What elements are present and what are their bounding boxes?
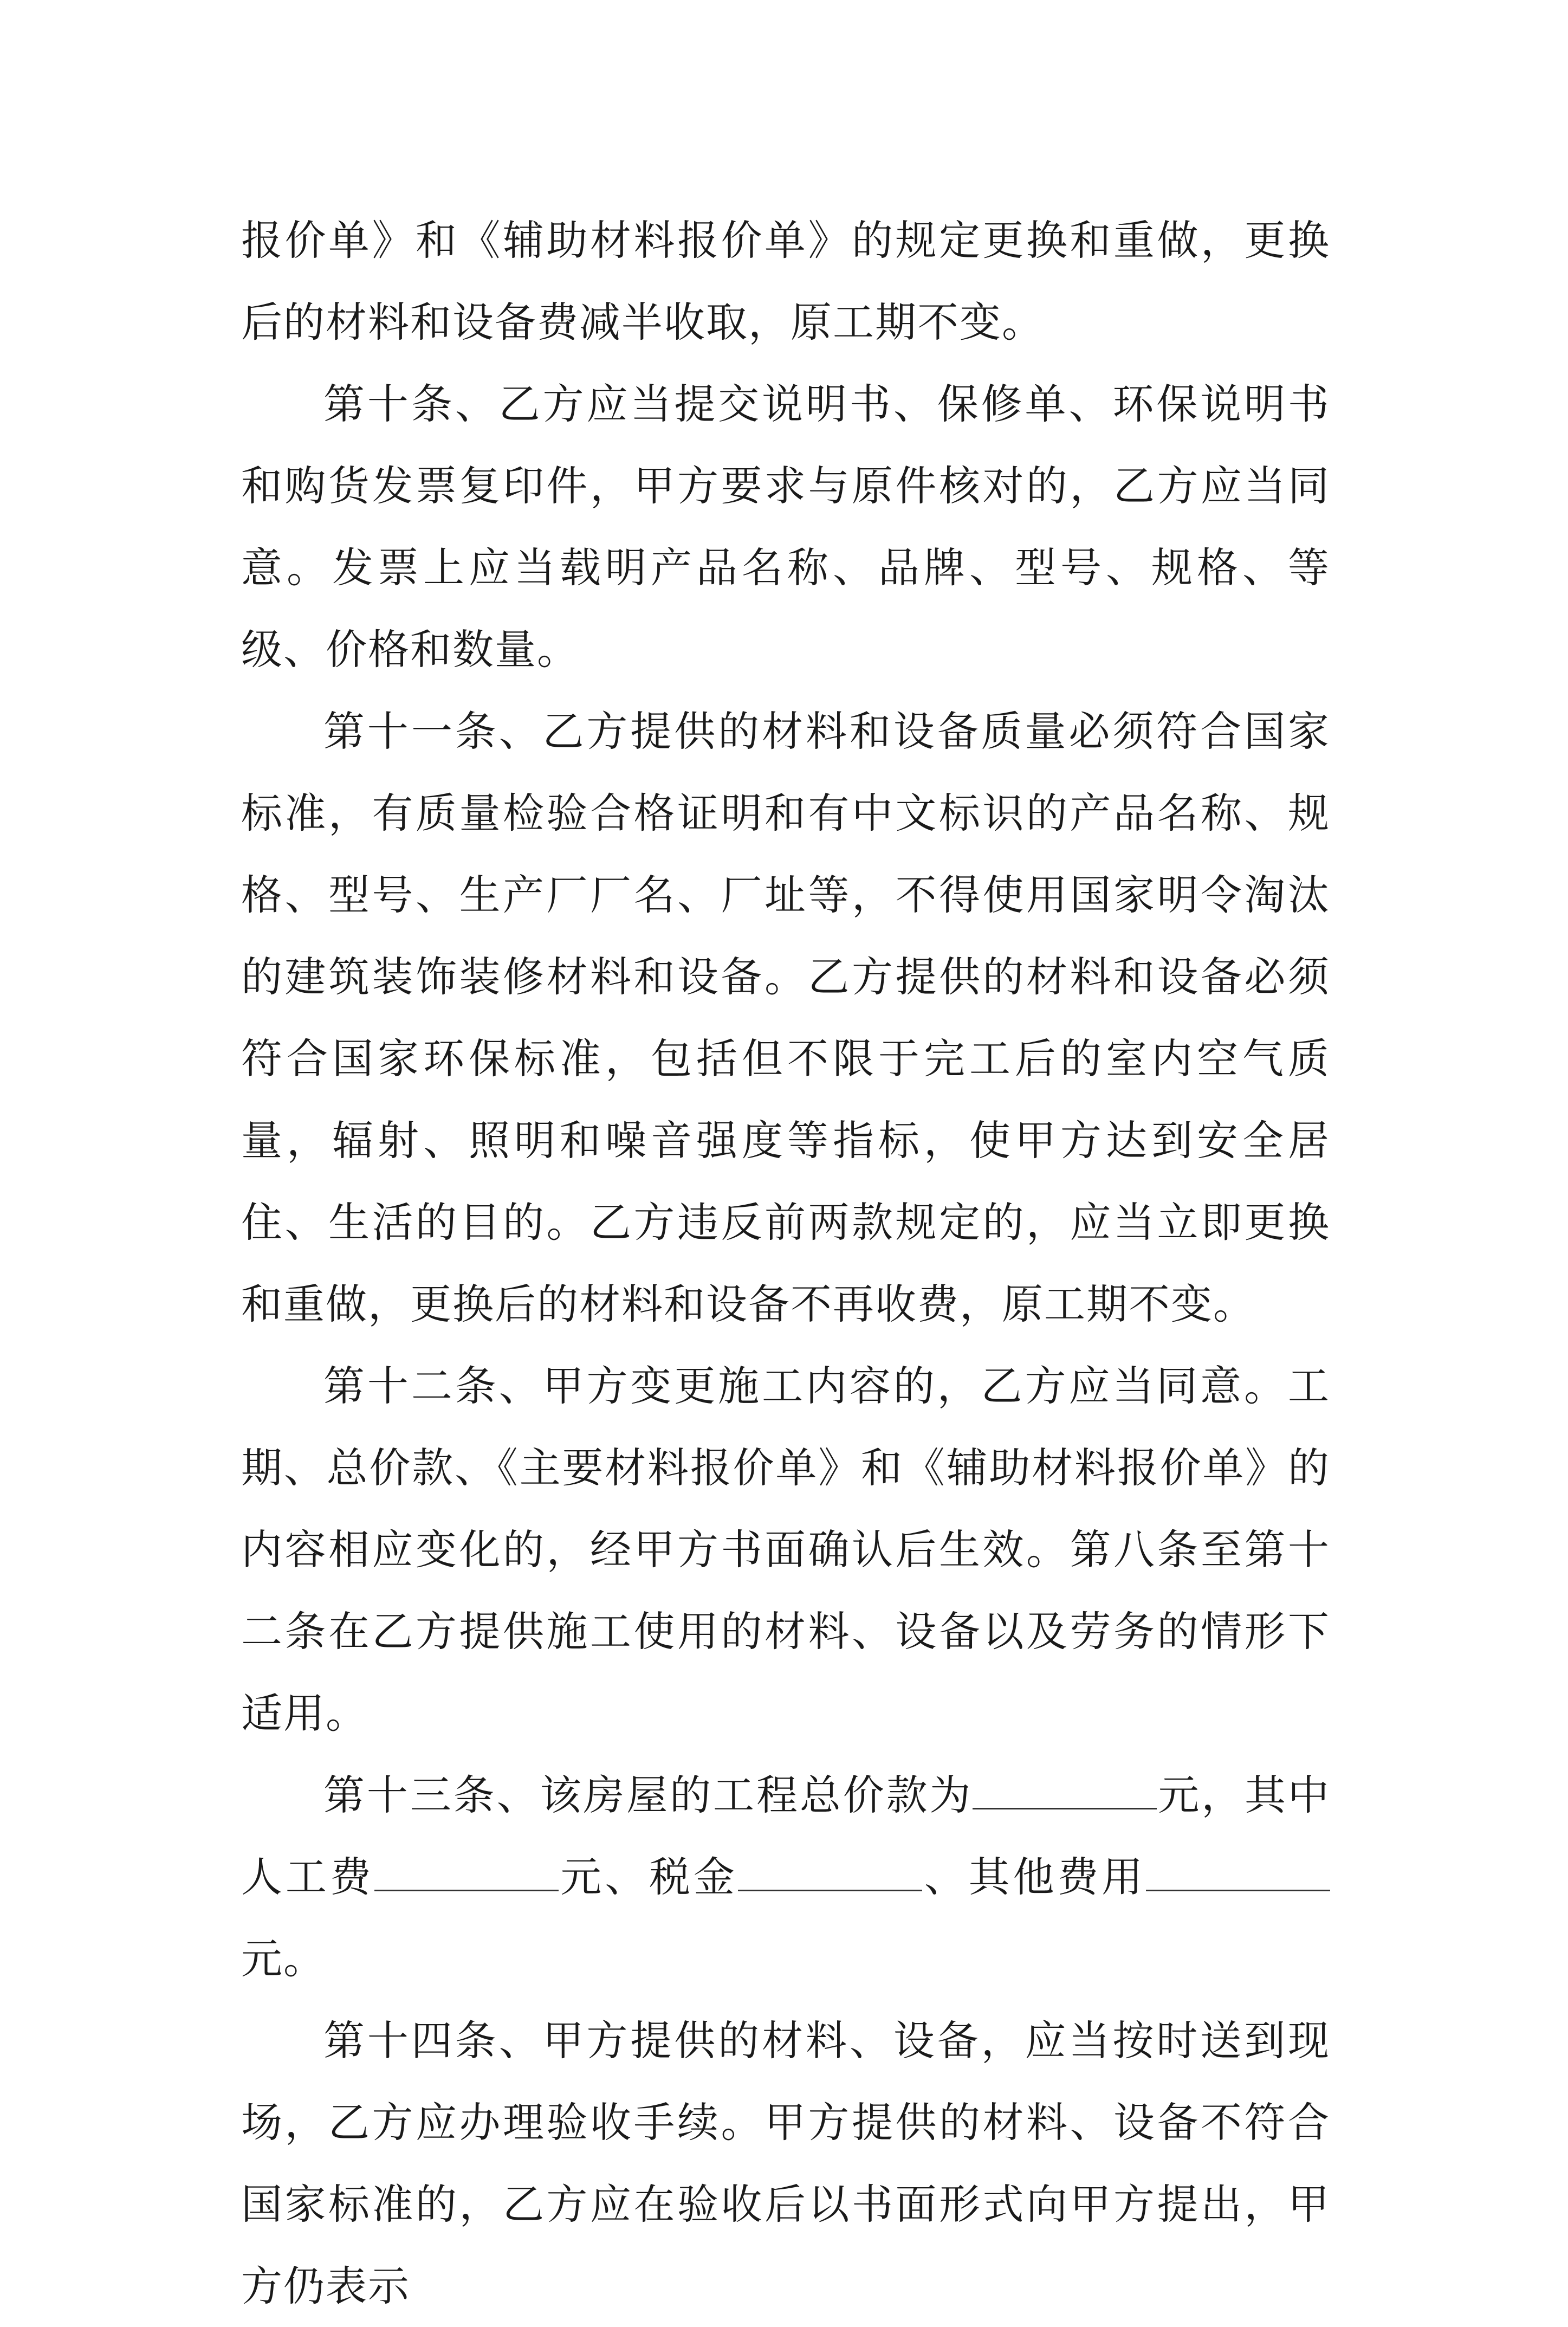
- paragraph-article-14: 第十四条、甲方提供的材料、设备，应当按时送到现场，乙方应办理验收手续。甲方提供的材料、设备不符合国家标准的，乙方应在验收后以书面形式向甲方提出，甲方仍表示: [241, 2016, 1330, 2310]
- paragraph-article-10: 第十条、乙方应当提交说明书、保修单、环保说明书和购货发票复印件，甲方要求与原件核对的，乙方应当同意。发票上应当载明产品名称、品牌、型号、规格、等级、价格和数量。: [241, 380, 1330, 674]
- total-price-blank: [973, 1807, 1157, 1809]
- article-13-text-3: 元、税金: [558, 1853, 738, 1901]
- article-13-text-1: 第十三条、该房屋的工程总价款为: [323, 1771, 973, 1819]
- paragraph-article-12: 第十二条、甲方变更施工内容的，乙方应当同意。工期、总价款、《主要材料报价单》和《辅助材料报价单》的内容相应变化的，经甲方书面确认后生效。第八条至第十二条在乙方提供施工使用的材料、设备以及劳务的情形下适用。: [241, 1362, 1330, 1737]
- article-13-text-5: 元。: [241, 1935, 326, 1983]
- article-13-text-4: 、其他费用: [922, 1853, 1146, 1901]
- paragraph-article-11: 第十一条、乙方提供的材料和设备质量必须符合国家标准，有质量检验合格证明和有中文标识的产品名称、规格、型号、生产厂厂名、厂址等，不得使用国家明令淘汰的建筑装饰装修材料和设备。乙方提供的材料和设备必须符合国家环保标准，包括但不限于完工后的室内空气质量，辐射、照明和噪音强度等指标，使甲方达到安全居住、生活的目的。乙方违反前两款规定的，应当立即更换和重做，更换后的材料和设备不再收费，原工期不变。: [241, 707, 1330, 1328]
- tax-blank: [738, 1889, 922, 1891]
- paragraph-continuation: 报价单》和《辅助材料报价单》的规定更换和重做，更换后的材料和设备费减半收取，原工期不变。: [241, 216, 1330, 346]
- article-13-text-2: 元，其中人工费: [241, 1771, 1331, 1901]
- other-fees-blank: [1146, 1889, 1330, 1891]
- document-body: [241, 199, 1330, 2327]
- labor-fee-blank: [374, 1889, 559, 1891]
- paragraph-article-13: [241, 1754, 1330, 2000]
